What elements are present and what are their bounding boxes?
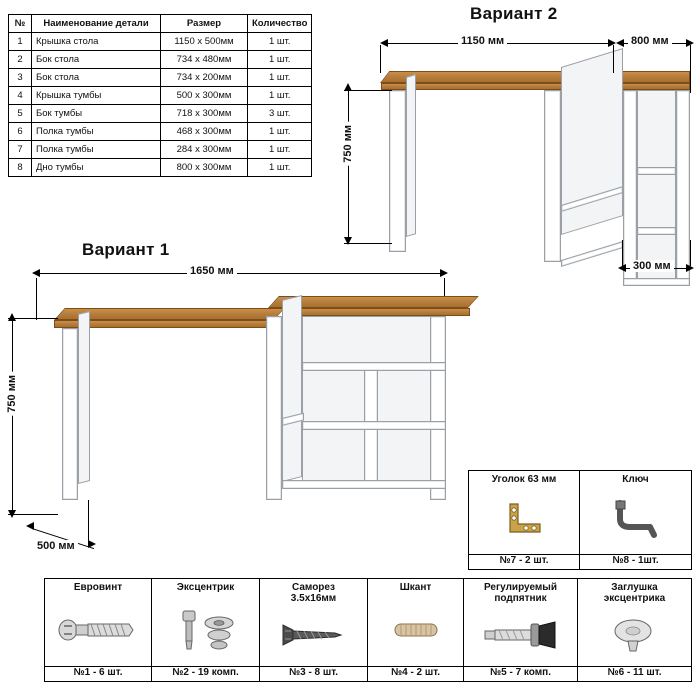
hex-key-icon xyxy=(580,485,691,554)
cell-size: 500 x 300мм xyxy=(161,87,248,105)
hardware-top-row xyxy=(468,470,692,570)
cell-qty: 3 шт. xyxy=(248,105,312,123)
adjustable-foot-icon xyxy=(464,604,577,666)
variant1-title: Вариант 1 xyxy=(82,240,170,259)
v1-left-leg-panel xyxy=(62,328,78,500)
v2-depth-label: 800 мм xyxy=(628,35,672,47)
hardware-item xyxy=(44,578,152,682)
v2-ext-left xyxy=(380,45,381,73)
v2-height-label: 750 мм xyxy=(342,122,354,166)
cell-name: Полка тумбы xyxy=(32,141,161,159)
v2-cabinet-shelf-1 xyxy=(637,167,676,175)
hardware-title-line1: Саморез xyxy=(292,582,335,593)
v1-width-label: 1650 мм xyxy=(187,265,237,277)
cell-num: 7 xyxy=(9,141,32,159)
cell-qty: 1 шт. xyxy=(248,33,312,51)
hardware-title: Ключ xyxy=(622,474,649,485)
v1-cabinet-shelf-top xyxy=(302,362,446,371)
v2-tabletop-return-front xyxy=(622,83,690,90)
v2-width-label: 1150 мм xyxy=(458,35,507,47)
v1-left-leg-side xyxy=(78,311,90,484)
v1-width-dimension xyxy=(32,265,452,281)
hardware-title xyxy=(482,579,559,604)
hardware-bottom-row xyxy=(44,578,692,682)
variant2-drawing xyxy=(375,55,695,270)
table-row xyxy=(9,87,312,105)
variant2-title: Вариант 2 xyxy=(470,4,558,23)
cell-size: 1150 x 500мм xyxy=(161,33,248,51)
cell-num: 5 xyxy=(9,105,32,123)
v1-mid-panel xyxy=(266,316,282,500)
cell-name: Бок стола xyxy=(32,69,161,87)
cell-num: 8 xyxy=(9,159,32,177)
corner-bracket-icon xyxy=(469,485,579,554)
self-tapping-screw-icon xyxy=(260,604,367,666)
v2-height-dimension xyxy=(340,82,356,247)
v1-ext-depth xyxy=(88,500,89,544)
cell-num: 1 xyxy=(9,33,32,51)
hardware-item xyxy=(152,578,260,682)
v2-left-leg-side xyxy=(406,74,416,237)
table-row xyxy=(9,105,312,123)
hardware-title xyxy=(289,579,338,604)
hardware-qty: №2 - 19 комп. xyxy=(172,667,239,678)
hardware-qty: №7 - 2 шт. xyxy=(499,555,549,566)
v1-ext-top xyxy=(8,318,58,319)
th-name: Наименование детали xyxy=(32,15,161,33)
hardware-item xyxy=(368,578,464,682)
v1-depth-label: 500 мм xyxy=(34,540,78,552)
cam-lock-icon xyxy=(152,593,259,666)
hardware-title-line1: Заглушка xyxy=(611,582,658,593)
hardware-title-line2: подпятник xyxy=(494,593,547,604)
hardware-item xyxy=(580,470,692,570)
cell-qty: 1 шт. xyxy=(248,69,312,87)
cell-size: 734 x 480мм xyxy=(161,51,248,69)
table-row xyxy=(9,33,312,51)
v2-cabinet-shelf-2 xyxy=(637,227,676,235)
v2-ext-right xyxy=(690,45,691,93)
v2-inner-bottom xyxy=(561,241,623,267)
cell-name: Бок тумбы xyxy=(32,105,161,123)
table-header-row xyxy=(9,15,312,33)
v2-left-leg-panel xyxy=(389,90,406,252)
hardware-qty: №3 - 8 шт. xyxy=(288,667,339,678)
cell-num: 6 xyxy=(9,123,32,141)
hardware-qty: №4 - 2 шт. xyxy=(390,667,441,678)
v2-width-dimension xyxy=(378,36,618,50)
cell-num: 4 xyxy=(9,87,32,105)
cell-num: 3 xyxy=(9,69,32,87)
cam-cap-icon xyxy=(578,604,691,666)
v1-tabletop-right-front xyxy=(285,308,470,316)
v2-corner-panel xyxy=(544,90,561,262)
cell-name: Крышка стола xyxy=(32,33,161,51)
v1-height-label: 750 мм xyxy=(6,372,18,416)
v2-ext-s2 xyxy=(690,240,691,266)
hardware-item xyxy=(468,470,580,570)
v1-depth-dimension xyxy=(24,516,102,556)
hardware-item xyxy=(260,578,368,682)
v2-cabinet-back xyxy=(637,90,676,286)
hardware-title-line1: Регулируемый xyxy=(484,582,557,593)
cell-name: Бок стола xyxy=(32,51,161,69)
variant1-drawing xyxy=(30,288,460,518)
parts-table xyxy=(8,14,312,177)
th-qty: Количество xyxy=(248,15,312,33)
hardware-title: Уголок 63 мм xyxy=(491,474,557,485)
v2-tabletop-return xyxy=(622,71,690,83)
cell-qty: 1 шт. xyxy=(248,51,312,69)
hardware-item xyxy=(464,578,578,682)
cell-name: Дно тумбы xyxy=(32,159,161,177)
hardware-item xyxy=(578,578,692,682)
v1-cabinet-shelf-mid xyxy=(302,421,446,430)
hardware-title: Шкант xyxy=(399,582,432,593)
table-row xyxy=(9,51,312,69)
v2-side-label: 300 мм xyxy=(630,260,674,272)
dowel-icon xyxy=(368,593,463,666)
cell-qty: 1 шт. xyxy=(248,141,312,159)
cell-size: 734 x 200мм xyxy=(161,69,248,87)
cell-size: 800 x 300мм xyxy=(161,159,248,177)
cell-size: 718 x 300мм xyxy=(161,105,248,123)
hardware-title: Эксцентрик xyxy=(176,582,235,593)
cell-size: 468 x 300мм xyxy=(161,123,248,141)
cell-qty: 1 шт. xyxy=(248,123,312,141)
th-num: № xyxy=(9,15,32,33)
th-size: Размер xyxy=(161,15,248,33)
cell-name: Полка тумбы xyxy=(32,123,161,141)
hardware-title: Евровинт xyxy=(73,582,123,593)
v1-cabinet-right-panel xyxy=(430,316,446,500)
v2-cabinet-outer-panel xyxy=(676,90,690,286)
v2-ext-bottom xyxy=(344,243,392,244)
v1-cabinet-bottom xyxy=(282,480,446,489)
hardware-qty: №6 - 11 шт. xyxy=(607,667,662,678)
hardware-title-line2: эксцентрика xyxy=(603,593,666,604)
cell-size: 284 x 300мм xyxy=(161,141,248,159)
cell-num: 2 xyxy=(9,51,32,69)
cell-qty: 1 шт. xyxy=(248,159,312,177)
v1-ext-bottom xyxy=(8,514,58,515)
hardware-qty: №1 - 6 шт. xyxy=(73,667,123,678)
euro-screw-icon xyxy=(45,593,151,666)
table-row xyxy=(9,123,312,141)
table-row xyxy=(9,69,312,87)
v2-cabinet-right-panel xyxy=(623,90,637,286)
hardware-title-line2: 3.5x16мм xyxy=(290,593,337,604)
v2-cabinet-bottom xyxy=(623,278,690,286)
v2-depth-dimension xyxy=(616,36,696,50)
v2-ext-s1 xyxy=(622,240,623,266)
cell-qty: 1 шт. xyxy=(248,87,312,105)
v2-ext-top xyxy=(344,90,392,91)
hardware-qty: №8 - 1шт. xyxy=(612,555,659,566)
hardware-title xyxy=(602,579,667,604)
v1-mid-panel-side xyxy=(282,295,302,482)
table-row xyxy=(9,141,312,159)
v2-side-dimension xyxy=(618,261,696,275)
cell-name: Крышка тумбы xyxy=(32,87,161,105)
hardware-qty: №5 - 7 комп. xyxy=(489,667,551,678)
v2-ext-mid xyxy=(613,45,614,73)
table-row xyxy=(9,159,312,177)
v1-height-dimension xyxy=(4,312,20,522)
